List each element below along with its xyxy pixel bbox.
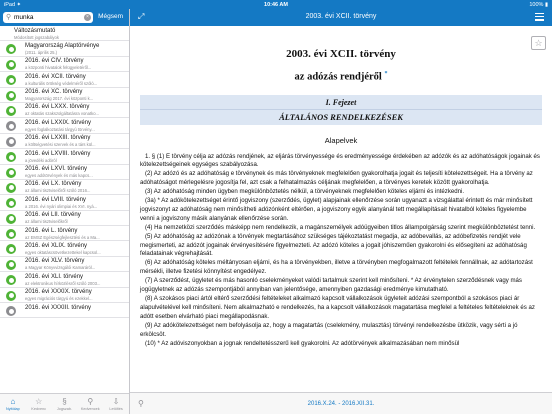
list-item-subtitle: egyes adótörvények és más kapcs... [25,173,93,179]
law-paragraph: (3a) * Az adókötelezettséget érintő jogviszony (szerződés, ügylet) alapjainak ellenőrzése során ugyanazt a vizsgálattal érintett és már minősített jogviszonyt az adóhatóság nem minősítheti adózónként eltérően, a jogviszony egyik alanyánál tett megállapításait hivatalból köteles figyelembe venni a jogviszony másik alanyának ellenőrzése során. [140,197,533,222]
status-badge-icon [6,214,16,224]
list-item-subtitle: a jövedéki adóról [25,157,57,163]
list-item[interactable] [0,88,129,103]
list-item-subtitle: Magyarország 2017. évi központi k... [25,96,94,102]
status-badge-icon [6,275,16,285]
document-footer [130,392,552,414]
tab-favorites[interactable] [77,394,103,414]
status-badge-icon [6,183,16,193]
list-item[interactable] [0,180,129,195]
search-icon: ⚲ [6,14,12,21]
list-item-title: 2016. évi LXXX. törvény [25,104,90,111]
status-time: 10:46 AM [264,1,288,8]
list-item-subtitle: az állami tisztviselőről szóló 2016... [25,188,91,194]
status-badge-icon [6,106,16,116]
list-item-subtitle: az EMSZ Egészségfejlesztési és a Ma... [25,234,100,240]
tab-label: Kedvenc [31,407,47,411]
list-item-subtitle: az oktatás szakszolgáltatásra vonatko... [25,111,100,117]
list-item-subtitle: (2011. április 25.) [25,49,58,55]
tab-bar [0,393,129,414]
list-item-title: 2016. évi LX. törvény [25,181,82,188]
list-item[interactable] [0,211,129,226]
list-item[interactable] [0,57,129,72]
list-item-title: 2016. évi XCII. törvény [25,73,86,80]
tab-downloads[interactable] [103,394,129,414]
tab-label: Jogszab. [56,407,73,411]
validity-period[interactable]: 2016.X.24. - 2016.XII.31. [307,401,375,407]
tab-label: Kedvencek [80,407,100,411]
document-subtitle-text: az adózás rendjéről [294,71,382,83]
tab-label: Nyitólap [6,407,20,411]
list-item-title: 2016. évi XC. törvény [25,89,83,96]
list-item[interactable] [0,303,129,318]
tab-news[interactable] [0,394,26,414]
law-paragraph: (5) Az adóhatóság az adózónak a törvények megtartásához szükséges tájékoztatást megadja, az adóbevallás, az adóbefizetés rendjét vele megismerteti, az adózót jogainak érvényesítésére figyelmezteti. Az adózó köteles a jogait jóhiszeműen gyakorolni és elősegíteni az adóhatóság feladatainak végrehajtását. [140,232,527,258]
status-badge-icon [6,244,16,254]
search-input[interactable] [3,12,93,23]
status-bar [0,0,552,9]
status-badge-icon [6,137,16,147]
document-navbar [130,9,552,26]
list-item-subtitle: egyes foglalkoztatási tárgyú törvény... [25,126,95,132]
law-paragraph: (3) Az adóhatóság minden ügyben megkülönböztetés nélkül, a törvényeknek megfelelően köteles eljárni és intézkedni. [145,188,465,196]
list-item[interactable] [0,134,129,149]
status-battery: 100% ▮ [529,1,548,8]
search-bar [0,9,129,26]
list-item-subtitle: egyes oktatáscsövetkezettekel kapcsol... [25,249,101,255]
document-body[interactable] [130,26,552,392]
status-badge-icon [6,291,16,301]
law-paragraph: (8) A szokásos piaci ártól eltérő szerződési feltételeket alkalmazó kapcsolt vállalkozások ügyleteit adózási szempontból a szokásos piaci ár alapulvételével kell minősíteni. Nem alkalmazható e rendelkezés, ha a kapcsolt vállalkozások magatartása megfelel a feltételes feltételeknek és az adótt esetben elvárható piaci megállapodásnak. [140,295,535,320]
law-paragraph: (4) Ha nemzetközi szerződés másképp nem rendelkezik, a magánszemélyek adóügyeiben titlos állampolgárság szerint megkülönböztetést tenni. [145,223,536,231]
list-item-subtitle: a kulturális örökség védelméről szóló... [25,80,98,86]
star-icon: ☆ [35,397,43,406]
footnote-marker[interactable]: * [384,71,388,77]
bookmark-icon: ⚲ [87,397,94,406]
status-badge-icon [6,75,16,85]
list-item-title: 2016. évi LXXIX. törvény [25,119,92,126]
list-item-title: 2016. évi LVIII. törvény [25,196,86,203]
list-item-subtitle: az elektronikus hírközlésről szóló 2003... [25,280,101,286]
list-item[interactable] [0,103,129,118]
expand-icon[interactable]: ⤢ [138,12,145,21]
law-paragraph: 1. § (1) E törvény célja az adózás rendjének, az eljárás törvényessége és eredményessége érdekében az adózók és az adóhatóságok jogainak és kötelezettségeinek egységes szabályozása. [140,152,540,169]
status-badge-icon [6,152,16,162]
paragraph-list [130,153,552,349]
tab-label: Letöltés [109,407,123,411]
list-item-subtitle: a 2016. évi nyári olimpiai és XVI. nyá... [25,203,98,209]
list-item[interactable] [0,288,129,303]
status-badge-icon [6,121,16,131]
list-item-title: 2016. évi LII. törvény [25,212,81,219]
list-item-title: 2016. évi XLI. törvény [25,273,84,280]
status-carrier: iPad ✦ [4,1,22,8]
status-badge-icon [6,60,16,70]
status-badge-icon [6,260,16,270]
list-item-subtitle: egyes migrációs tárgyú és ezekkel... [25,296,93,302]
law-paragraph: (6) Az adóhatóság köteles méltányosan eljárni, és ha a törvényekben, illetve a törvényben megfogalmazott feltételek fennállnak, az adótartozást mérsékli, illetve fizetési könnyítést engedélyez. [140,259,533,276]
list-item[interactable] [0,241,129,256]
status-badge-icon [6,229,16,239]
chapter-number: I. Fejezet [325,97,357,107]
list-item-subtitle: Módosított jogszabályok [14,34,59,40]
list-item-subtitle: a költségvetési szervek és a társ kül... [25,142,96,148]
status-badge-icon [6,168,16,178]
list-item-title: Magyarország Alaptörvénye [25,42,100,49]
status-badge-icon [6,91,16,101]
paragraph-icon: § [62,397,67,406]
list-item-title: 2016. évi LXVI. törvény [25,166,88,173]
chapter-title: ÁLTALÁNOS RENDELKEZÉSEK [140,109,542,125]
status-badge-icon [6,198,16,208]
list-item-title: 2016. évi XXXIII. törvény [25,304,92,311]
list-item-title: 2016. évi CIV. törvény [25,58,84,65]
law-paragraph: (9) Az adókötelezettséget nem befolyásolja az, hogy a magatartás (cselekmény, mulasztás) törvényi rendelkezésbe ütközik, vagy sérti a jó erkölcsöt. [140,321,518,338]
status-badge-icon [6,44,16,54]
tab-sections[interactable] [52,394,78,414]
list-item[interactable] [0,72,129,87]
list-item-subtitle: a központi hivatalok felügyeletéről... [25,65,92,71]
law-paragraph: (7) A szerződést, ügyletet és más hasonló cselekményeket valódi tartalmuk szerint kell minősíteni. * Az érvénytelen szerződésnek vagy más jogügyletnek az adózás szempontjából annyiban van jelentősége, amennyiben gazdasági eredménye kimutatható. [140,277,522,294]
clear-search-icon[interactable]: × [84,14,91,21]
list-item[interactable] [0,226,129,241]
list-item-subtitle: a Magyar Könyvvizsgálói Kamaráról... [25,265,96,271]
document-title: 2003. évi XCII. törvény [286,48,396,60]
section-heading: Alapelvek [324,135,358,145]
list-item[interactable] [0,165,129,180]
document-nav-title: 2003. évi XCII. törvény [305,13,377,20]
list-item[interactable] [0,149,129,164]
list-item-subtitle: az állami tisztviselőkről [25,219,68,225]
cancel-button[interactable]: Mégsem [98,13,123,20]
law-list [0,26,129,393]
document-subtitle [130,71,552,83]
search-icon[interactable]: ⚲ [138,399,144,408]
home-icon: ⌂ [10,397,16,406]
list-item-title: 2016. évi XLIX. törvény [25,242,88,249]
tab-bookmarks[interactable] [26,394,52,414]
list-item-title: 2016. évi XXXIX. törvény [25,289,92,296]
list-item-title: 2016. évi LXXIII. törvény [25,135,91,142]
list-item-title: 2016. évi LXVIII. törvény [25,150,91,157]
list-item[interactable] [0,41,129,56]
chapter-header [140,95,542,125]
status-badge-icon [6,306,16,316]
law-list-panel [0,9,130,414]
list-item[interactable] [0,272,129,287]
search-value[interactable]: munka [14,13,34,21]
law-paragraph: (10) * Az adóviszonyokban a jognak rendeltetésszerű kell gyakorolni. Az adótörvények alkalmazásában nem minősül [145,339,460,347]
menu-icon[interactable] [535,13,544,21]
list-item[interactable] [0,118,129,133]
list-item[interactable] [0,195,129,210]
list-item[interactable] [0,26,129,41]
law-paragraph: (2) Az adózó és az adóhatóság e törvénynek és más törvényeknek megfelelően gyakorolhatja jogait és teljesíti kötelezettségeit. Ha a törvény az adóhatóságot mérlegelésre jogosítja fel, azt csak a felhatalmazás céljának megfelelően, a törvényes keretek között gyakorolhatja. [140,170,533,187]
bookmark-star-icon[interactable]: ☆ [531,36,546,50]
list-item-title: 2016. évi L. törvény [25,227,78,234]
list-item-title: Változásmutató [14,27,56,34]
list-item[interactable] [0,257,129,272]
download-icon: ⇩ [112,397,120,406]
document-panel [130,9,552,414]
list-item-title: 2016. évi XLV. törvény [25,258,85,265]
